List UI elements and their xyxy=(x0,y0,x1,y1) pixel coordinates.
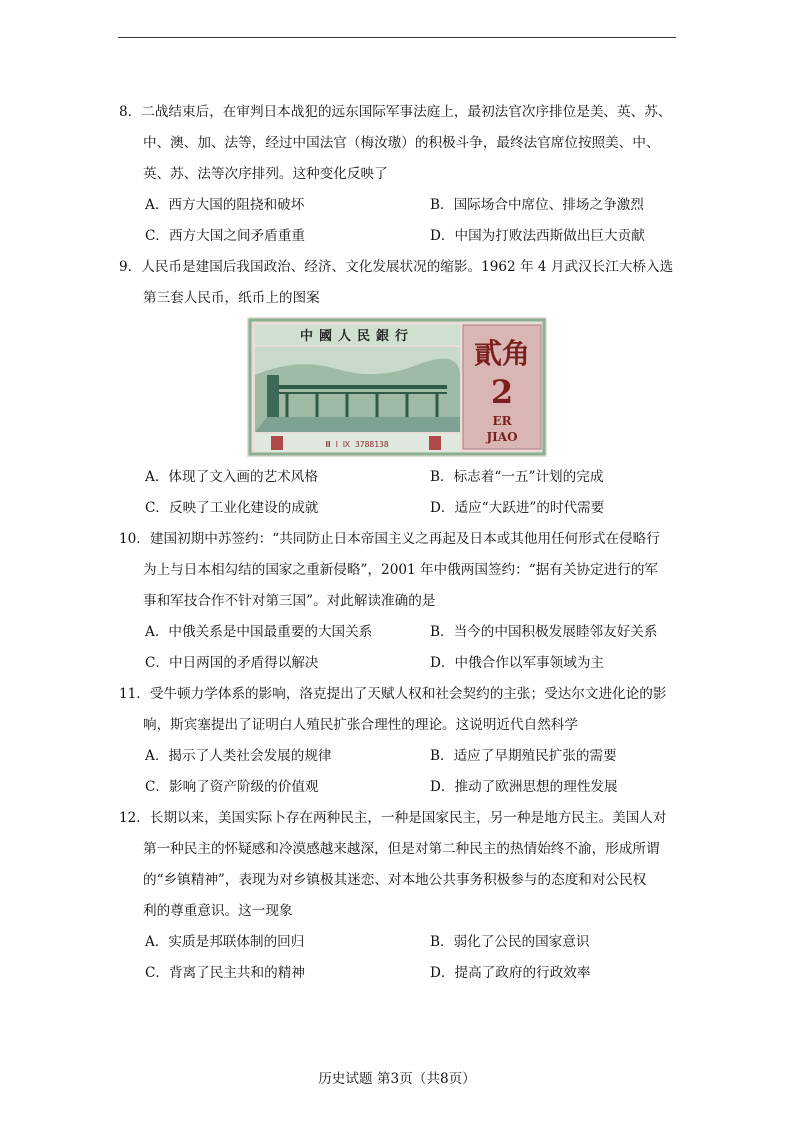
option-c: C．中日两国的矛盾得以解决 xyxy=(145,655,319,671)
question-number: 11． xyxy=(119,686,150,702)
question-12 xyxy=(119,803,679,927)
question-9 xyxy=(119,252,679,314)
options-q10 xyxy=(145,617,685,679)
option-b: B．弱化了公民的国家意识 xyxy=(430,934,590,950)
banknote-denomination-cn: 貳角 xyxy=(473,337,531,370)
banknote-bank-name: 中國人民銀行 xyxy=(299,329,415,344)
banknote-romanized-1: ER xyxy=(492,414,512,428)
header-rule xyxy=(118,37,676,38)
options-q12 xyxy=(145,927,685,989)
question-text-line: 二战结束后，在审判日本战犯的远东国际军事法庭上，最初法官次序排位是美、英、苏、 xyxy=(141,104,672,120)
options-q11 xyxy=(145,741,685,803)
option-d: D．提高了政府的行政效率 xyxy=(430,965,591,981)
option-a: A．实质是邦联体制的回归 xyxy=(145,934,305,950)
question-text-line: 英、苏、法等次序排列。这种变化反映了 xyxy=(143,166,388,182)
question-number: 9． xyxy=(119,259,142,275)
question-text-line: 事和军技合作不针对第三国”。对此解读准确的是 xyxy=(143,593,436,609)
options-q9 xyxy=(145,462,685,524)
question-text-line: 为上与日本相勾结的国家之重新侵略”，2001 年中俄两国签约：“据有关协定进行的军 xyxy=(143,562,659,578)
question-8 xyxy=(119,97,679,190)
banknote-denomination-number: 2 xyxy=(490,373,514,411)
option-b: B．适应了早期殖民扩张的需要 xyxy=(430,748,617,764)
page-footer: 历史试题 第3页（共8页） xyxy=(318,1071,476,1087)
seal-left-icon xyxy=(271,436,283,450)
banknote-image xyxy=(247,317,547,457)
option-b: B．当今的中国积极发展睦邻友好关系 xyxy=(430,624,658,640)
question-text-line: 中、澳、加、法等，经过中国法官（梅汝璈）的积极斗争，最终法官席位按照美、中、 xyxy=(143,135,660,151)
banknote-serial: Ⅲ Ⅰ Ⅸ 3788138 xyxy=(325,440,389,449)
question-text-line: 的“乡镇精神”，表现为对乡镇极其迷恋、对本地公共事务积极参与的态度和对公民权 xyxy=(143,872,647,888)
option-a: A．西方大国的阻挠和破坏 xyxy=(145,197,305,213)
bridge-tower-icon xyxy=(267,375,279,417)
question-text-line: 建国初期中苏签约：“共同防止日本帝国主义之再起及日本或其他用任何形式在侵略行 xyxy=(149,531,660,547)
option-c: C．西方大国之间矛盾重重 xyxy=(145,228,305,244)
option-c: C．背离了民主共和的精神 xyxy=(145,965,305,981)
question-11 xyxy=(119,679,679,741)
question-number: 12． xyxy=(119,810,150,826)
question-text-line: 人民币是建国后我国政治、经济、文化发展状况的缩影。1962 年 4 月武汉长江大桥入选 xyxy=(141,259,674,275)
option-c: C．反映了工业化建设的成就 xyxy=(145,500,319,516)
option-d: D．适应“大跃进”的时代需要 xyxy=(430,500,605,516)
question-text-line: 受牛顿力学体系的影响，洛克提出了天赋人权和社会契约的主张；受达尔文进化论的影 xyxy=(149,686,667,702)
seal-right-icon xyxy=(429,436,441,450)
option-d: D．中俄合作以军事领域为主 xyxy=(430,655,605,671)
question-10 xyxy=(119,524,679,617)
option-d: D．中国为打败法西斯做出巨大贡献 xyxy=(430,228,645,244)
question-text-line: 利的尊重意识。这一现象 xyxy=(143,903,293,919)
question-text-line: 响，斯宾塞提出了证明白人殖民扩张合理性的理论。这说明近代自然科学 xyxy=(143,717,578,733)
question-text-line: 第一种民主的怀疑感和冷漠感越来越深，但是对第二种民主的热情始终不渝，形成所谓 xyxy=(143,841,660,857)
option-a: A．体现了文入画的艺术风格 xyxy=(145,469,318,485)
option-b: B．标志着“一五”计划的完成 xyxy=(430,469,604,485)
option-a: A．中俄关系是中国最重要的大国关系 xyxy=(145,624,373,640)
question-text-line: 长期以来，美国实际卜存在两种民主，一种是国家民主，另一种是地方民主。美国人对 xyxy=(149,810,667,826)
banknote-romanized-2: JIAO xyxy=(486,430,518,444)
option-c: C．影响了资产阶级的价值观 xyxy=(145,779,319,795)
options-q8 xyxy=(145,190,685,252)
option-b: B．国际场合中席位、排场之争激烈 xyxy=(430,197,644,213)
option-d: D．推动了欧洲思想的理性发展 xyxy=(430,779,618,795)
question-number: 8． xyxy=(119,104,142,120)
question-number: 10． xyxy=(119,531,150,547)
river-water xyxy=(255,417,460,432)
question-text-line: 第三套人民币，纸币上的图案 xyxy=(143,290,320,306)
option-a: A．揭示了人类社会发展的规律 xyxy=(145,748,332,764)
